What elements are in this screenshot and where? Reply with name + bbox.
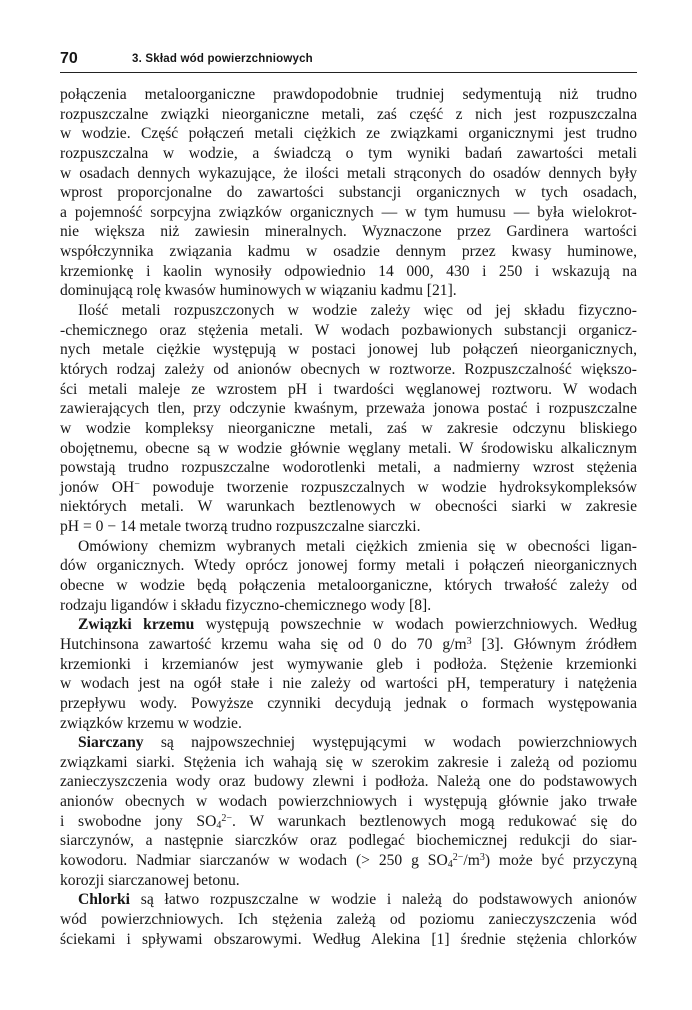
text-line: w wodzie. Część połączeń metali ciężkich ze związkami organicznymi jest trudno [60,125,637,143]
text-line: dów organicznych. Wtedy oprócz jonowej formy metali i połączeń nieorganicznych [60,557,637,575]
ion-subscript: 4 [216,819,222,831]
ion-charge [216,813,232,830]
superscript: − [134,478,140,490]
text-line: nie większa niż zawiesin mineralnych. Wyznaczone przez Gardinera wartości [60,223,637,241]
text-line: siarczynów, a następnie siarczków oraz podlegać biochemicznej redukcji do siar- [60,832,637,850]
text-line: obecne w wodzie będą połączenia metaloorganiczne, których trwałość zależy od [60,577,637,595]
text-line: zawierających tlen, przy odczynie kwaśnym, przeważa jonowa postać i rozpuszczalne [60,400,637,418]
running-title: 3. Skład wód powierzchniowych [132,53,313,65]
text-line: w osadach dennych wykazujące, że ilości metali strąconych do osadów dennych były [60,164,637,182]
text-line: Omówiony chemizm wybranych metali ciężkich zmienia się w obecności ligan- [78,537,637,555]
text-line: współczynnika związania kadmu w osadzie dennym przez kwasy huminowe, [60,243,637,261]
bold-term: Chlorki [78,891,130,909]
superscript: 3 [466,635,472,647]
text-line: jonów OH− powoduje tworzenie rozpuszczalnych w wodzie hydroksykompleksów [60,478,637,496]
text-line: a pojemność sorpcyjna związków organicznych — w tym humusu — była wielokrot- [60,203,637,221]
ion-superscript: 2− [452,851,464,863]
text-line: wód powierzchniowych. Ich stężenia zależą od poziomu zanieczyszczenia wód [60,910,637,928]
text-line: anionów obecnych w wodach powierzchniowych i występują głównie jako trwałe [60,793,637,811]
ion-charge [448,852,464,869]
text-line: połączenia metaloorganiczne prawdopodobnie trudniej sedymentują niż trudno [60,86,637,103]
text-line: nych metale ciężkie występują w postaci jonowej lub połączeń nieorganicznych, [60,341,637,359]
text-line: korozji siarczanowej betonu. [60,871,240,889]
text-line: przepływu wody. Powyższe czynniki decydują jednak o formach występowania [60,694,637,712]
text-line: i swobodne jony $SO4^{2-}$. W warunkach beztlenowych mogą redukować się do [60,812,637,831]
page-number: 70 [60,50,78,67]
text-line: rodzaju ligandów i składu fizyczno-chemicznego wody [8]. [60,596,432,614]
text-line: Chlorki są łatwo rozpuszczalne w wodzie i należą do podstawowych anionów [78,891,637,909]
text-line: w wodach jest na ogół stałe i nie zależy od wartości pH, temperatury i natężenia [60,675,637,693]
text-line: Ilość metali rozpuszczonych w wodzie zależy więc od jej składu fizyczno- [78,302,637,320]
text-line: -chemicznego oraz stężenia metali. W wodach pozbawionych substancji organicz- [60,321,637,339]
text-line: dominującą rolę kwasów huminowych w wiązaniu kadmu [21]. [60,282,457,300]
body-text [60,85,637,949]
text-line: ściekami i spływami obszarowymi. Według Alekina [1] średnie stężenia chlorków [60,930,637,948]
ion-superscript: 2− [221,812,232,824]
bold-term: Związki krzemu [78,616,195,634]
text-line: kowodoru. Nadmiar siarczanów w wodach (> 250 g $SO4^{2-}/m^3$) może być przyczyną [60,851,638,870]
text-line: obojętnemu, obecne są w wodzie głównie węglany metali. W środowisku alkalicznym [60,439,637,457]
ion-subscript: 4 [447,858,453,870]
text-line: niektórych metali. W warunkach beztlenowych w obecności siarki w zakresie [60,498,637,516]
text-line: Hutchinsona zawartość krzemu waha się od 0 do 70 $g/m^3$ [3]. Głównym źródłem [60,635,637,653]
text-line: zanieczyszczenia wody oraz budowy zlewni i podłoża. Należą one do podstawowych [60,773,637,791]
superscript: 3 [479,851,485,863]
text-line: których rodzaj zależy od anionów obecnych w roztworze. Rozpuszczalność większo- [60,360,637,378]
text-line: krzemionki i krzemianów jest wymywanie gleb i podłoża. Stężenie krzemionki [60,655,637,673]
page-header [60,50,637,73]
text-line: rozpuszczalna w wodzie, a świadczą o tym wyniki badań zawartości metali [60,144,637,162]
text-line: w wodzie kompleksy nieorganiczne metali, zaś w zakresie odczynu bliskiego [60,419,637,437]
text-line: wprost proporcjonalne do zawartości substancji organicznych w tych osadach, [60,184,637,202]
text-line: rozpuszczalne związki nieorganiczne metali, zaś część z nich jest rozpuszczalna [60,105,637,123]
text-line: związków krzemu w wodzie. [60,714,242,732]
bold-term: Siarczany [78,734,144,752]
text-line: Związki krzemu występują powszechnie w wodach powierzchniowych. Według [78,616,637,634]
text-line: powstają trudno rozpuszczalne wodorotlenki metali, a nadmierny wzrost stężenia [60,459,637,477]
text-line: Siarczany są najpowszechniej występującymi w wodach powierzchniowych [78,734,637,752]
text-line: pH = 0 − 14 metale tworzą trudno rozpuszczalne siarczki. [60,518,421,536]
text-line: związkami siarki. Stężenia ich wahają się w szerokim zakresie i zależą od poziomu [60,753,637,771]
text-line: ści metali maleje ze wzrostem pH i twardości węglanowej roztworu. W wodach [60,380,637,398]
text-line: krzemionkę i kaolin wynosiły odpowiednio 14 000, 430 i 250 i wskazują na [60,262,637,280]
